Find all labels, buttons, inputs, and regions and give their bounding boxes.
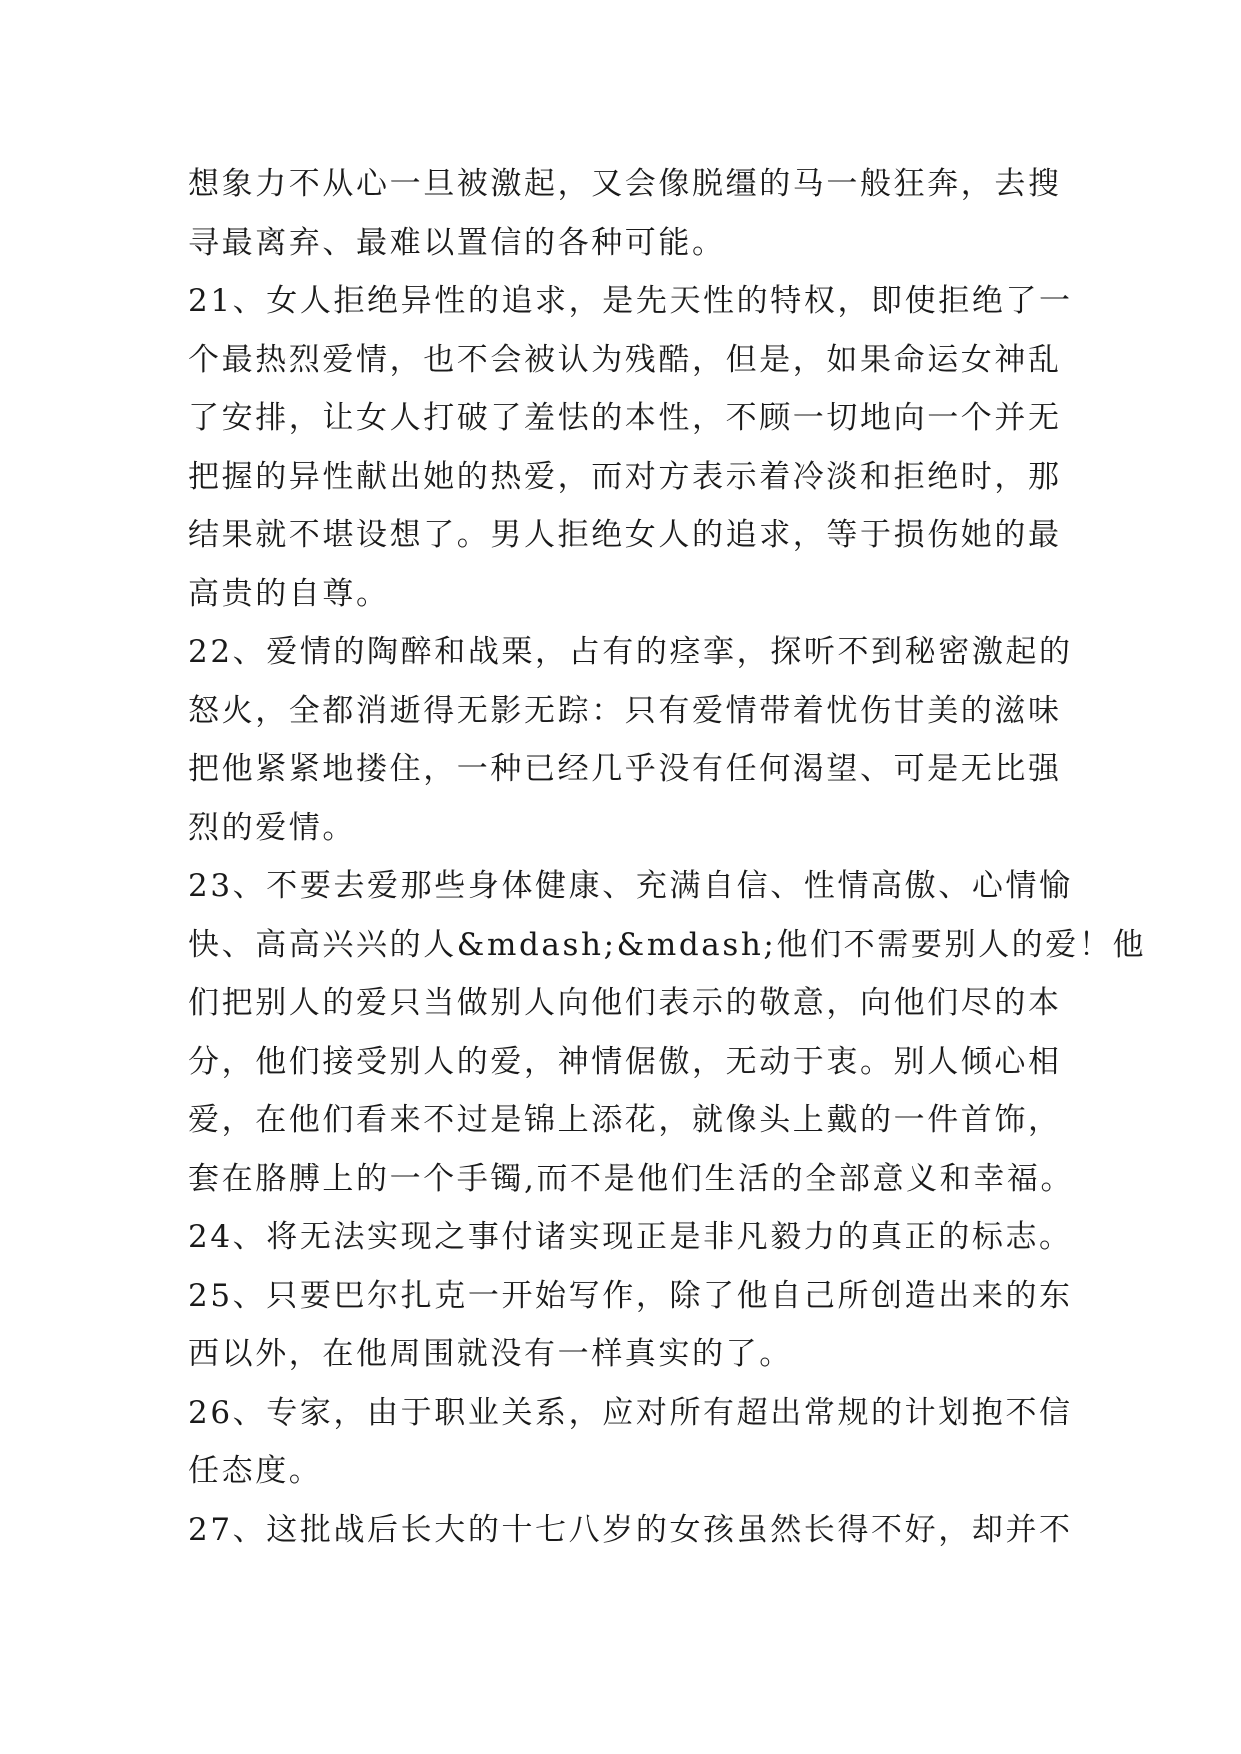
text-line: 想象力不从心一旦被激起，又会像脱缰的马一般狂奔，去搜 xyxy=(188,166,1062,202)
text-line: 23、不要去爱那些身体健康、充满自信、性情高傲、心情愉 xyxy=(188,868,1073,904)
text-line: 西以外，在他周围就没有一样真实的了。 xyxy=(188,1336,793,1372)
text-line: 把他紧紧地搂住，一种已经几乎没有任何渴望、可是无比强 xyxy=(188,751,1062,787)
text-line: 25、只要巴尔扎克一开始写作，除了他自己所创造出来的东 xyxy=(188,1277,1073,1314)
text-line: 寻最离弃、最难以置信的各种可能。 xyxy=(188,224,726,261)
text-line: 27、这批战后长大的十七八岁的女孩虽然长得不好，却并不 xyxy=(188,1511,1073,1548)
text-line: 烈的爱情。 xyxy=(188,809,356,846)
text-line: 高贵的自尊。 xyxy=(188,575,390,612)
text-line: 结果就不堪设想了。男人拒绝女人的追求，等于损伤她的最 xyxy=(188,517,1062,553)
text-line: 22、爱情的陶醉和战栗，占有的痉挛，探听不到秘密激起的 xyxy=(188,634,1073,670)
text-line: 怒火，全都消逝得无影无踪：只有爱情带着忧伤甘美的滋味 xyxy=(188,692,1062,729)
text-line: 26、专家，由于职业关系，应对所有超出常规的计划抱不信 xyxy=(188,1394,1073,1431)
text-line: 分，他们接受别人的爱，神情倨傲，无动于衷。别人倾心相 xyxy=(188,1043,1062,1080)
text-line: 了安排，让女人打破了羞怯的本性，不顾一切地向一个并无 xyxy=(188,400,1062,436)
text-line: 们把别人的爱只当做别人向他们表示的敬意，向他们尽的本 xyxy=(188,985,1062,1021)
text-line: 套在胳膊上的一个手镯,而不是他们生活的全部意义和幸福。 xyxy=(188,1160,1075,1197)
text-line: 24、将无法实现之事付诸实现正是非凡毅力的真正的标志。 xyxy=(188,1219,1073,1255)
text-line: 把握的异性献出她的热爱，而对方表示着冷淡和拒绝时，那 xyxy=(188,458,1062,495)
document-body xyxy=(188,155,1147,1559)
text-line: 快、高高兴兴的人&mdash;&mdash;他们不需要别人的爱！他 xyxy=(188,926,1147,963)
text-line: 21、女人拒绝异性的追求，是先天性的特权，即使拒绝了一 xyxy=(188,283,1073,319)
text-line: 任态度。 xyxy=(188,1453,323,1489)
text-line: 爱，在他们看来不过是锦上添花，就像头上戴的一件首饰， xyxy=(188,1102,1062,1138)
text-line: 个最热烈爱情，也不会被认为残酷，但是，如果命运女神乱 xyxy=(188,341,1062,378)
